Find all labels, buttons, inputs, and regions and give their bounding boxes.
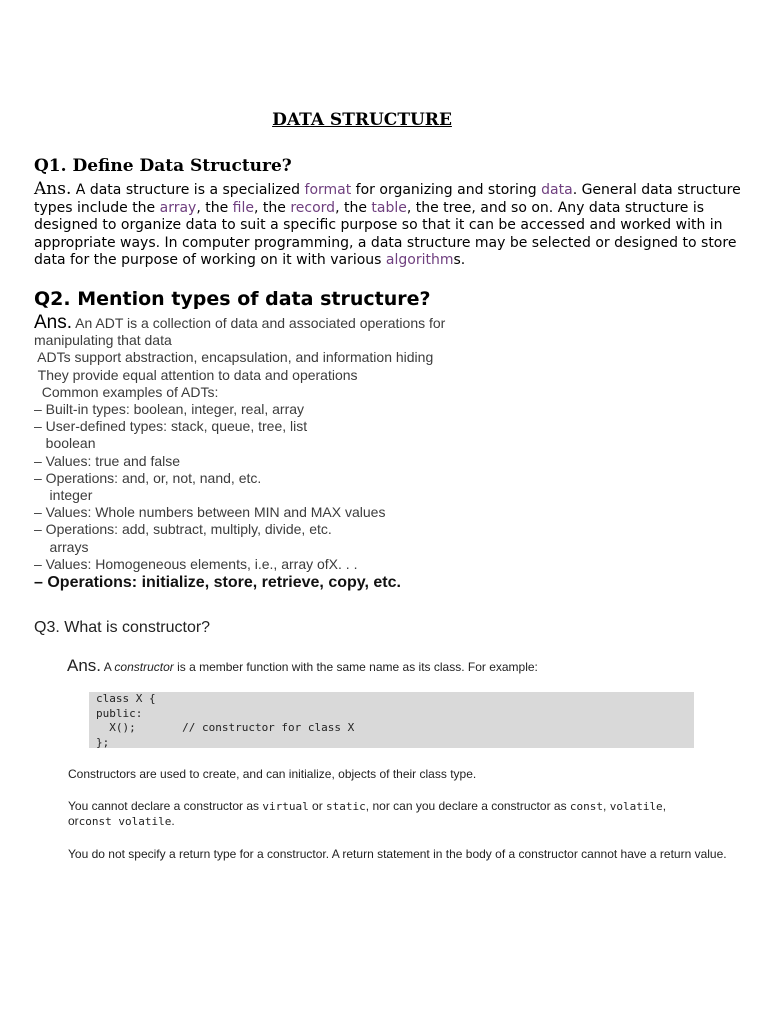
answer-1-text: , the [254,199,291,216]
keyword-static: static [326,800,366,813]
answer-1-paragraph [34,181,746,270]
paragraph-return-type: You do not specify a return type for a constructor. A return statement in the body of a constructor cannot have a return value. [68,847,727,861]
keyword-volatile: volatile [609,800,663,813]
keyword-const: const [569,800,604,813]
paragraph-text: . [171,814,175,829]
code-line: X(); // constructor for class X [96,721,355,734]
link-format[interactable]: format [304,182,352,198]
link-table[interactable]: table [371,199,407,216]
paragraph-text: , [662,799,667,813]
answer-3-intro [67,656,538,676]
list-item: Common examples of ADTs: [34,383,219,400]
paragraph-text: or [308,799,327,813]
answer-1-text: , the [335,199,372,216]
answer-1-label: Ans. [34,179,72,199]
link-file[interactable]: file [232,199,254,216]
question-1-heading: Q1. Define Data Structure? [34,156,292,176]
keyword-const-volatile: const volatile [78,815,172,829]
paragraph-constructor-declaration [68,799,728,830]
paragraph-text: , nor can you declare a constructor as [365,799,570,813]
answer-3-text: A [101,660,115,674]
list-item: – Operations: and, or, not, nand, etc. [34,469,262,486]
link-algorithm[interactable]: algorithm [385,252,454,269]
answer-1-text: , the [196,199,233,216]
answer-3-text: is a member function with the same name as its class. For example: [173,660,538,674]
answer-2-label: Ans. [34,312,73,333]
list-item: – Values: Homogeneous elements, i.e., array ofX. . . [34,555,358,572]
answer-1-text: s. [453,252,466,269]
answer-1-text: A data structure is a specialized [71,182,305,198]
list-item-emphasis: – Operations: initialize, store, retrieve, copy, etc. [34,574,401,592]
code-line: }; [96,735,110,749]
answer-2-text: An ADT is a collection of data and associated operations for [72,315,446,331]
answer-2-first-line [34,314,634,332]
link-array[interactable]: array [159,199,197,216]
list-item: boolean [34,435,96,452]
list-item: arrays [34,538,89,555]
keyword-virtual: virtual [262,800,309,813]
paragraph-constructors-usage: Constructors are used to create, and can initialize, objects of their class type. [68,767,477,781]
question-2-heading: Q2. Mention types of data structure? [34,288,431,310]
question-3-heading: Q3. What is constructor? [34,619,211,636]
code-line: public: [96,706,143,720]
page-title: DATA STRUCTURE [272,110,452,130]
paragraph-text: You cannot declare a constructor as [68,799,263,813]
answer-1-text: . General data structure types include the [34,182,741,216]
list-item: ADTs support abstraction, encapsulation, and information hiding [34,349,434,366]
list-item: – Values: Whole numbers between MIN and MAX values [34,504,386,521]
list-item: integer [34,487,93,504]
list-item: – User-defined types: stack, queue, tree, list [34,418,308,435]
answer-1-text: for organizing and storing [351,182,542,198]
link-data[interactable]: data [541,182,573,198]
list-item: They provide equal attention to data and operations [34,366,358,383]
list-item: – Values: true and false [34,452,181,469]
answer-2-block [34,314,634,591]
answer-3-emphasis: constructor [114,660,174,674]
list-item: – Operations: add, subtract, multiply, divide, etc. [34,521,332,538]
list-item: manipulating that data [34,332,172,349]
list-item: – Built-in types: boolean, integer, real, array [34,401,305,418]
answer-3-label: Ans. [67,656,102,675]
paragraph-text: , [603,799,610,813]
paragraph-text: or [68,814,79,829]
code-line: class X { [96,692,156,705]
code-block [89,692,694,748]
answer-1-text: , the tree, and so on. Any data structure is designed to organize data to suit a specific purpose so that it can be accessed and worked with in appropriate ways. In computer programming, a data structure may be selected or designed to store data for the purpose of working on it with various [34,199,737,269]
link-record[interactable]: record [290,199,336,216]
